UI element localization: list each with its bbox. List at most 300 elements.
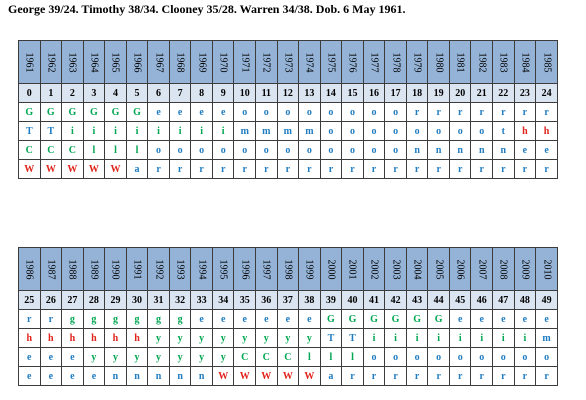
- letter-cell: h: [514, 122, 536, 141]
- year-cell: [126, 248, 148, 291]
- letter-cell: e: [169, 103, 191, 122]
- year-label: 2004: [411, 259, 423, 279]
- letter-cell: e: [256, 310, 278, 329]
- letter-cell: G: [320, 310, 342, 329]
- letter-cell: e: [212, 103, 234, 122]
- year-label: 1999: [303, 259, 315, 279]
- letter-cell: o: [363, 348, 385, 367]
- age-row: [19, 291, 558, 310]
- age-cell: 26: [40, 291, 62, 310]
- clooney-row: [19, 348, 558, 367]
- year-label: 1969: [196, 52, 208, 72]
- year-cell: [536, 41, 558, 84]
- letter-cell: G: [342, 310, 364, 329]
- letter-cell: l: [126, 141, 148, 160]
- letter-cell: e: [471, 310, 493, 329]
- year-label: 1968: [174, 52, 186, 72]
- year-cell: [19, 41, 41, 84]
- year-cell: [493, 41, 515, 84]
- year-cell: [493, 248, 515, 291]
- year-cell: [449, 248, 471, 291]
- timeline-table-1961-1985: [18, 40, 558, 179]
- letter-cell: m: [536, 329, 558, 348]
- age-cell: 12: [277, 84, 299, 103]
- letter-cell: m: [256, 122, 278, 141]
- letter-cell: r: [342, 160, 364, 179]
- age-cell: 10: [234, 84, 256, 103]
- letter-cell: r: [148, 160, 170, 179]
- age-cell: 43: [406, 291, 428, 310]
- year-label: 1979: [411, 52, 423, 72]
- letter-cell: r: [536, 367, 558, 386]
- age-cell: 16: [363, 84, 385, 103]
- letter-cell: i: [449, 329, 471, 348]
- year-label: 1998: [282, 259, 294, 279]
- letter-cell: r: [19, 310, 41, 329]
- letter-cell: y: [277, 329, 299, 348]
- letter-cell: y: [256, 329, 278, 348]
- age-cell: 0: [19, 84, 41, 103]
- age-cell: 33: [191, 291, 213, 310]
- letter-cell: T: [19, 122, 41, 141]
- age-cell: 46: [471, 291, 493, 310]
- year-cell: [212, 41, 234, 84]
- letter-cell: i: [428, 329, 450, 348]
- year-cell: [234, 41, 256, 84]
- year-cell: [256, 248, 278, 291]
- year-label: 1996: [239, 259, 251, 279]
- year-cell: [363, 248, 385, 291]
- age-cell: 22: [493, 84, 515, 103]
- letter-cell: a: [320, 367, 342, 386]
- year-label: 1977: [368, 52, 380, 72]
- age-cell: 5: [126, 84, 148, 103]
- letter-cell: G: [406, 310, 428, 329]
- year-label: 1966: [131, 52, 143, 72]
- year-cell: [19, 248, 41, 291]
- letter-cell: r: [320, 160, 342, 179]
- letter-cell: o: [406, 122, 428, 141]
- letter-cell: o: [449, 122, 471, 141]
- year-cell: [363, 41, 385, 84]
- letter-cell: r: [471, 367, 493, 386]
- age-cell: 7: [169, 84, 191, 103]
- letter-cell: e: [536, 310, 558, 329]
- year-cell: [320, 248, 342, 291]
- letter-cell: r: [406, 103, 428, 122]
- letter-cell: r: [449, 103, 471, 122]
- letter-cell: W: [212, 367, 234, 386]
- age-cell: 36: [256, 291, 278, 310]
- letter-cell: e: [19, 367, 41, 386]
- year-label: 1993: [174, 259, 186, 279]
- letter-cell: e: [191, 103, 213, 122]
- letter-cell: r: [191, 160, 213, 179]
- letter-cell: W: [105, 160, 127, 179]
- letter-cell: C: [62, 141, 84, 160]
- letter-cell: n: [471, 141, 493, 160]
- age-cell: 25: [19, 291, 41, 310]
- letter-cell: h: [40, 329, 62, 348]
- year-label: 1976: [346, 52, 358, 72]
- letter-cell: r: [363, 160, 385, 179]
- age-cell: 49: [536, 291, 558, 310]
- letter-cell: T: [40, 122, 62, 141]
- letter-cell: n: [406, 141, 428, 160]
- letter-cell: o: [385, 122, 407, 141]
- letter-cell: i: [169, 122, 191, 141]
- letter-cell: e: [277, 310, 299, 329]
- year-label: 1972: [260, 52, 272, 72]
- year-cell: [148, 41, 170, 84]
- age-cell: 32: [169, 291, 191, 310]
- year-cell: [277, 41, 299, 84]
- letter-cell: r: [536, 160, 558, 179]
- letter-cell: n: [126, 367, 148, 386]
- age-cell: 1: [40, 84, 62, 103]
- letter-cell: o: [385, 141, 407, 160]
- year-cell: [62, 248, 84, 291]
- letter-cell: o: [385, 103, 407, 122]
- age-cell: 6: [148, 84, 170, 103]
- year-cell: [514, 248, 536, 291]
- letter-cell: o: [471, 122, 493, 141]
- letter-cell: y: [126, 348, 148, 367]
- letter-cell: y: [212, 348, 234, 367]
- letter-cell: i: [126, 122, 148, 141]
- letter-cell: o: [493, 348, 515, 367]
- age-cell: 3: [83, 84, 105, 103]
- letter-cell: e: [40, 367, 62, 386]
- letter-cell: o: [320, 141, 342, 160]
- age-cell: 4: [105, 84, 127, 103]
- year-label: 1970: [217, 52, 229, 72]
- age-cell: 40: [342, 291, 364, 310]
- letter-cell: r: [406, 160, 428, 179]
- letter-cell: W: [277, 367, 299, 386]
- letter-cell: o: [256, 141, 278, 160]
- year-cell: [148, 248, 170, 291]
- letter-cell: g: [148, 310, 170, 329]
- letter-cell: i: [83, 122, 105, 141]
- year-label: 2007: [476, 259, 488, 279]
- letter-cell: o: [428, 348, 450, 367]
- year-cell: [536, 248, 558, 291]
- year-label: 1990: [109, 259, 121, 279]
- timothy-row: [19, 122, 558, 141]
- letter-cell: m: [299, 122, 321, 141]
- letter-cell: G: [83, 103, 105, 122]
- letter-cell: e: [191, 310, 213, 329]
- letter-cell: o: [169, 141, 191, 160]
- year-cell: [191, 41, 213, 84]
- letter-cell: r: [514, 367, 536, 386]
- year-label: 1971: [239, 52, 251, 72]
- letter-cell: r: [471, 160, 493, 179]
- letter-cell: W: [62, 160, 84, 179]
- letter-cell: e: [514, 310, 536, 329]
- age-cell: 27: [62, 291, 84, 310]
- letter-cell: W: [19, 160, 41, 179]
- letter-cell: y: [169, 348, 191, 367]
- year-label: 1994: [196, 259, 208, 279]
- letter-cell: o: [385, 348, 407, 367]
- year-label: 1983: [497, 52, 509, 72]
- age-cell: 18: [406, 84, 428, 103]
- year-cell: [83, 248, 105, 291]
- letter-cell: h: [105, 329, 127, 348]
- letter-cell: r: [428, 103, 450, 122]
- year-label: 2001: [346, 259, 358, 279]
- letter-cell: r: [277, 160, 299, 179]
- letter-cell: n: [449, 141, 471, 160]
- year-cell: [212, 248, 234, 291]
- year-label: 1992: [153, 259, 165, 279]
- letter-cell: h: [19, 329, 41, 348]
- age-cell: 34: [212, 291, 234, 310]
- letter-cell: o: [449, 348, 471, 367]
- letter-cell: o: [191, 141, 213, 160]
- letter-cell: r: [363, 367, 385, 386]
- year-label: 2006: [454, 259, 466, 279]
- letter-cell: g: [126, 310, 148, 329]
- letter-cell: y: [169, 329, 191, 348]
- year-cell: [385, 41, 407, 84]
- year-label: 1988: [66, 259, 78, 279]
- letter-cell: r: [385, 160, 407, 179]
- letter-cell: G: [363, 310, 385, 329]
- year-cell: [105, 41, 127, 84]
- letter-cell: m: [234, 122, 256, 141]
- year-cell: [40, 248, 62, 291]
- letter-cell: y: [234, 329, 256, 348]
- letter-cell: W: [234, 367, 256, 386]
- letter-cell: n: [191, 367, 213, 386]
- letter-cell: e: [212, 310, 234, 329]
- age-cell: 42: [385, 291, 407, 310]
- letter-cell: r: [428, 160, 450, 179]
- letter-cell: g: [105, 310, 127, 329]
- year-cell: [62, 41, 84, 84]
- timothy-row: [19, 329, 558, 348]
- year-cell: [169, 248, 191, 291]
- letter-cell: o: [363, 122, 385, 141]
- letter-cell: o: [299, 141, 321, 160]
- george-row: [19, 103, 558, 122]
- letter-cell: r: [449, 160, 471, 179]
- year-label: 1973: [282, 52, 294, 72]
- year-label: 2000: [325, 259, 337, 279]
- letter-cell: r: [256, 160, 278, 179]
- letter-cell: r: [493, 103, 515, 122]
- year-cell: [514, 41, 536, 84]
- age-cell: 20: [449, 84, 471, 103]
- letter-cell: r: [428, 367, 450, 386]
- letter-cell: W: [83, 160, 105, 179]
- letter-cell: o: [320, 122, 342, 141]
- letter-cell: e: [62, 348, 84, 367]
- age-cell: 21: [471, 84, 493, 103]
- year-label: 1984: [519, 52, 531, 72]
- george-row: [19, 310, 558, 329]
- year-cell: [342, 248, 364, 291]
- year-label: 2005: [433, 259, 445, 279]
- letter-cell: G: [385, 310, 407, 329]
- letter-cell: o: [342, 122, 364, 141]
- year-cell: [126, 41, 148, 84]
- year-cell: [169, 41, 191, 84]
- year-label: 1995: [217, 259, 229, 279]
- letter-cell: o: [212, 141, 234, 160]
- year-cell: [406, 248, 428, 291]
- letter-cell: e: [493, 310, 515, 329]
- age-row: [19, 84, 558, 103]
- year-cell: [40, 41, 62, 84]
- letter-cell: y: [148, 329, 170, 348]
- year-label: 2008: [497, 259, 509, 279]
- letter-cell: e: [514, 141, 536, 160]
- year-label: 2009: [519, 259, 531, 279]
- age-cell: 11: [256, 84, 278, 103]
- year-cell: [299, 248, 321, 291]
- letter-cell: o: [277, 103, 299, 122]
- year-cell: [191, 248, 213, 291]
- age-cell: 41: [363, 291, 385, 310]
- age-cell: 28: [83, 291, 105, 310]
- age-cell: 47: [493, 291, 515, 310]
- letter-cell: i: [363, 329, 385, 348]
- year-header-row: [19, 41, 558, 84]
- letter-cell: o: [363, 141, 385, 160]
- letter-cell: i: [212, 122, 234, 141]
- letter-cell: o: [471, 348, 493, 367]
- age-cell: 24: [536, 84, 558, 103]
- letter-cell: l: [105, 141, 127, 160]
- year-label: 1964: [88, 52, 100, 72]
- year-label: 1986: [23, 259, 35, 279]
- letter-cell: e: [83, 367, 105, 386]
- age-cell: 15: [342, 84, 364, 103]
- letter-cell: C: [277, 348, 299, 367]
- age-cell: 45: [449, 291, 471, 310]
- year-cell: [256, 41, 278, 84]
- letter-cell: G: [126, 103, 148, 122]
- letter-cell: n: [493, 141, 515, 160]
- letter-cell: G: [19, 103, 41, 122]
- letter-cell: o: [234, 103, 256, 122]
- letter-cell: e: [536, 141, 558, 160]
- age-cell: 17: [385, 84, 407, 103]
- letter-cell: e: [19, 348, 41, 367]
- year-cell: [83, 41, 105, 84]
- letter-cell: h: [62, 329, 84, 348]
- letter-cell: n: [169, 367, 191, 386]
- age-cell: 13: [299, 84, 321, 103]
- letter-cell: C: [40, 141, 62, 160]
- warren-row: [19, 367, 558, 386]
- letter-cell: i: [385, 329, 407, 348]
- letter-cell: n: [428, 141, 450, 160]
- letter-cell: h: [536, 122, 558, 141]
- year-label: 1963: [66, 52, 78, 72]
- letter-cell: g: [62, 310, 84, 329]
- year-header-row: [19, 248, 558, 291]
- year-label: 2003: [390, 259, 402, 279]
- letter-cell: t: [493, 122, 515, 141]
- letter-cell: y: [191, 348, 213, 367]
- letter-cell: i: [191, 122, 213, 141]
- year-cell: [342, 41, 364, 84]
- year-cell: [428, 41, 450, 84]
- letter-cell: n: [148, 367, 170, 386]
- letter-cell: n: [105, 367, 127, 386]
- letter-cell: r: [40, 310, 62, 329]
- year-cell: [406, 41, 428, 84]
- letter-cell: r: [493, 367, 515, 386]
- letter-cell: y: [148, 348, 170, 367]
- age-cell: 30: [126, 291, 148, 310]
- age-cell: 38: [299, 291, 321, 310]
- letter-cell: o: [320, 103, 342, 122]
- letter-cell: o: [148, 141, 170, 160]
- letter-cell: r: [536, 103, 558, 122]
- year-cell: [299, 41, 321, 84]
- letter-cell: i: [514, 329, 536, 348]
- warren-row: [19, 160, 558, 179]
- letter-cell: o: [514, 348, 536, 367]
- year-cell: [277, 248, 299, 291]
- year-cell: [471, 41, 493, 84]
- letter-cell: C: [234, 348, 256, 367]
- year-label: 1991: [131, 259, 143, 279]
- letter-cell: g: [83, 310, 105, 329]
- age-cell: 2: [62, 84, 84, 103]
- clooney-row: [19, 141, 558, 160]
- year-label: 1989: [88, 259, 100, 279]
- letter-cell: G: [62, 103, 84, 122]
- letter-cell: l: [83, 141, 105, 160]
- age-cell: 44: [428, 291, 450, 310]
- year-cell: [471, 248, 493, 291]
- year-label: 1961: [23, 52, 35, 72]
- year-label: 1975: [325, 52, 337, 72]
- letter-cell: l: [320, 348, 342, 367]
- year-cell: [385, 248, 407, 291]
- letter-cell: r: [514, 160, 536, 179]
- timeline-table-1986-2010: [18, 247, 558, 386]
- letter-cell: g: [169, 310, 191, 329]
- year-cell: [320, 41, 342, 84]
- letter-cell: i: [62, 122, 84, 141]
- age-cell: 9: [212, 84, 234, 103]
- letter-cell: i: [406, 329, 428, 348]
- letter-cell: G: [105, 103, 127, 122]
- year-label: 1981: [454, 52, 466, 72]
- year-label: 1974: [303, 52, 315, 72]
- age-cell: 35: [234, 291, 256, 310]
- letter-cell: o: [342, 103, 364, 122]
- letter-cell: G: [40, 103, 62, 122]
- letter-cell: r: [449, 367, 471, 386]
- letter-cell: o: [428, 122, 450, 141]
- letter-cell: o: [536, 348, 558, 367]
- letter-cell: i: [493, 329, 515, 348]
- letter-cell: l: [299, 348, 321, 367]
- age-cell: 29: [105, 291, 127, 310]
- year-label: 1980: [433, 52, 445, 72]
- year-label: 1997: [260, 259, 272, 279]
- letter-cell: o: [299, 103, 321, 122]
